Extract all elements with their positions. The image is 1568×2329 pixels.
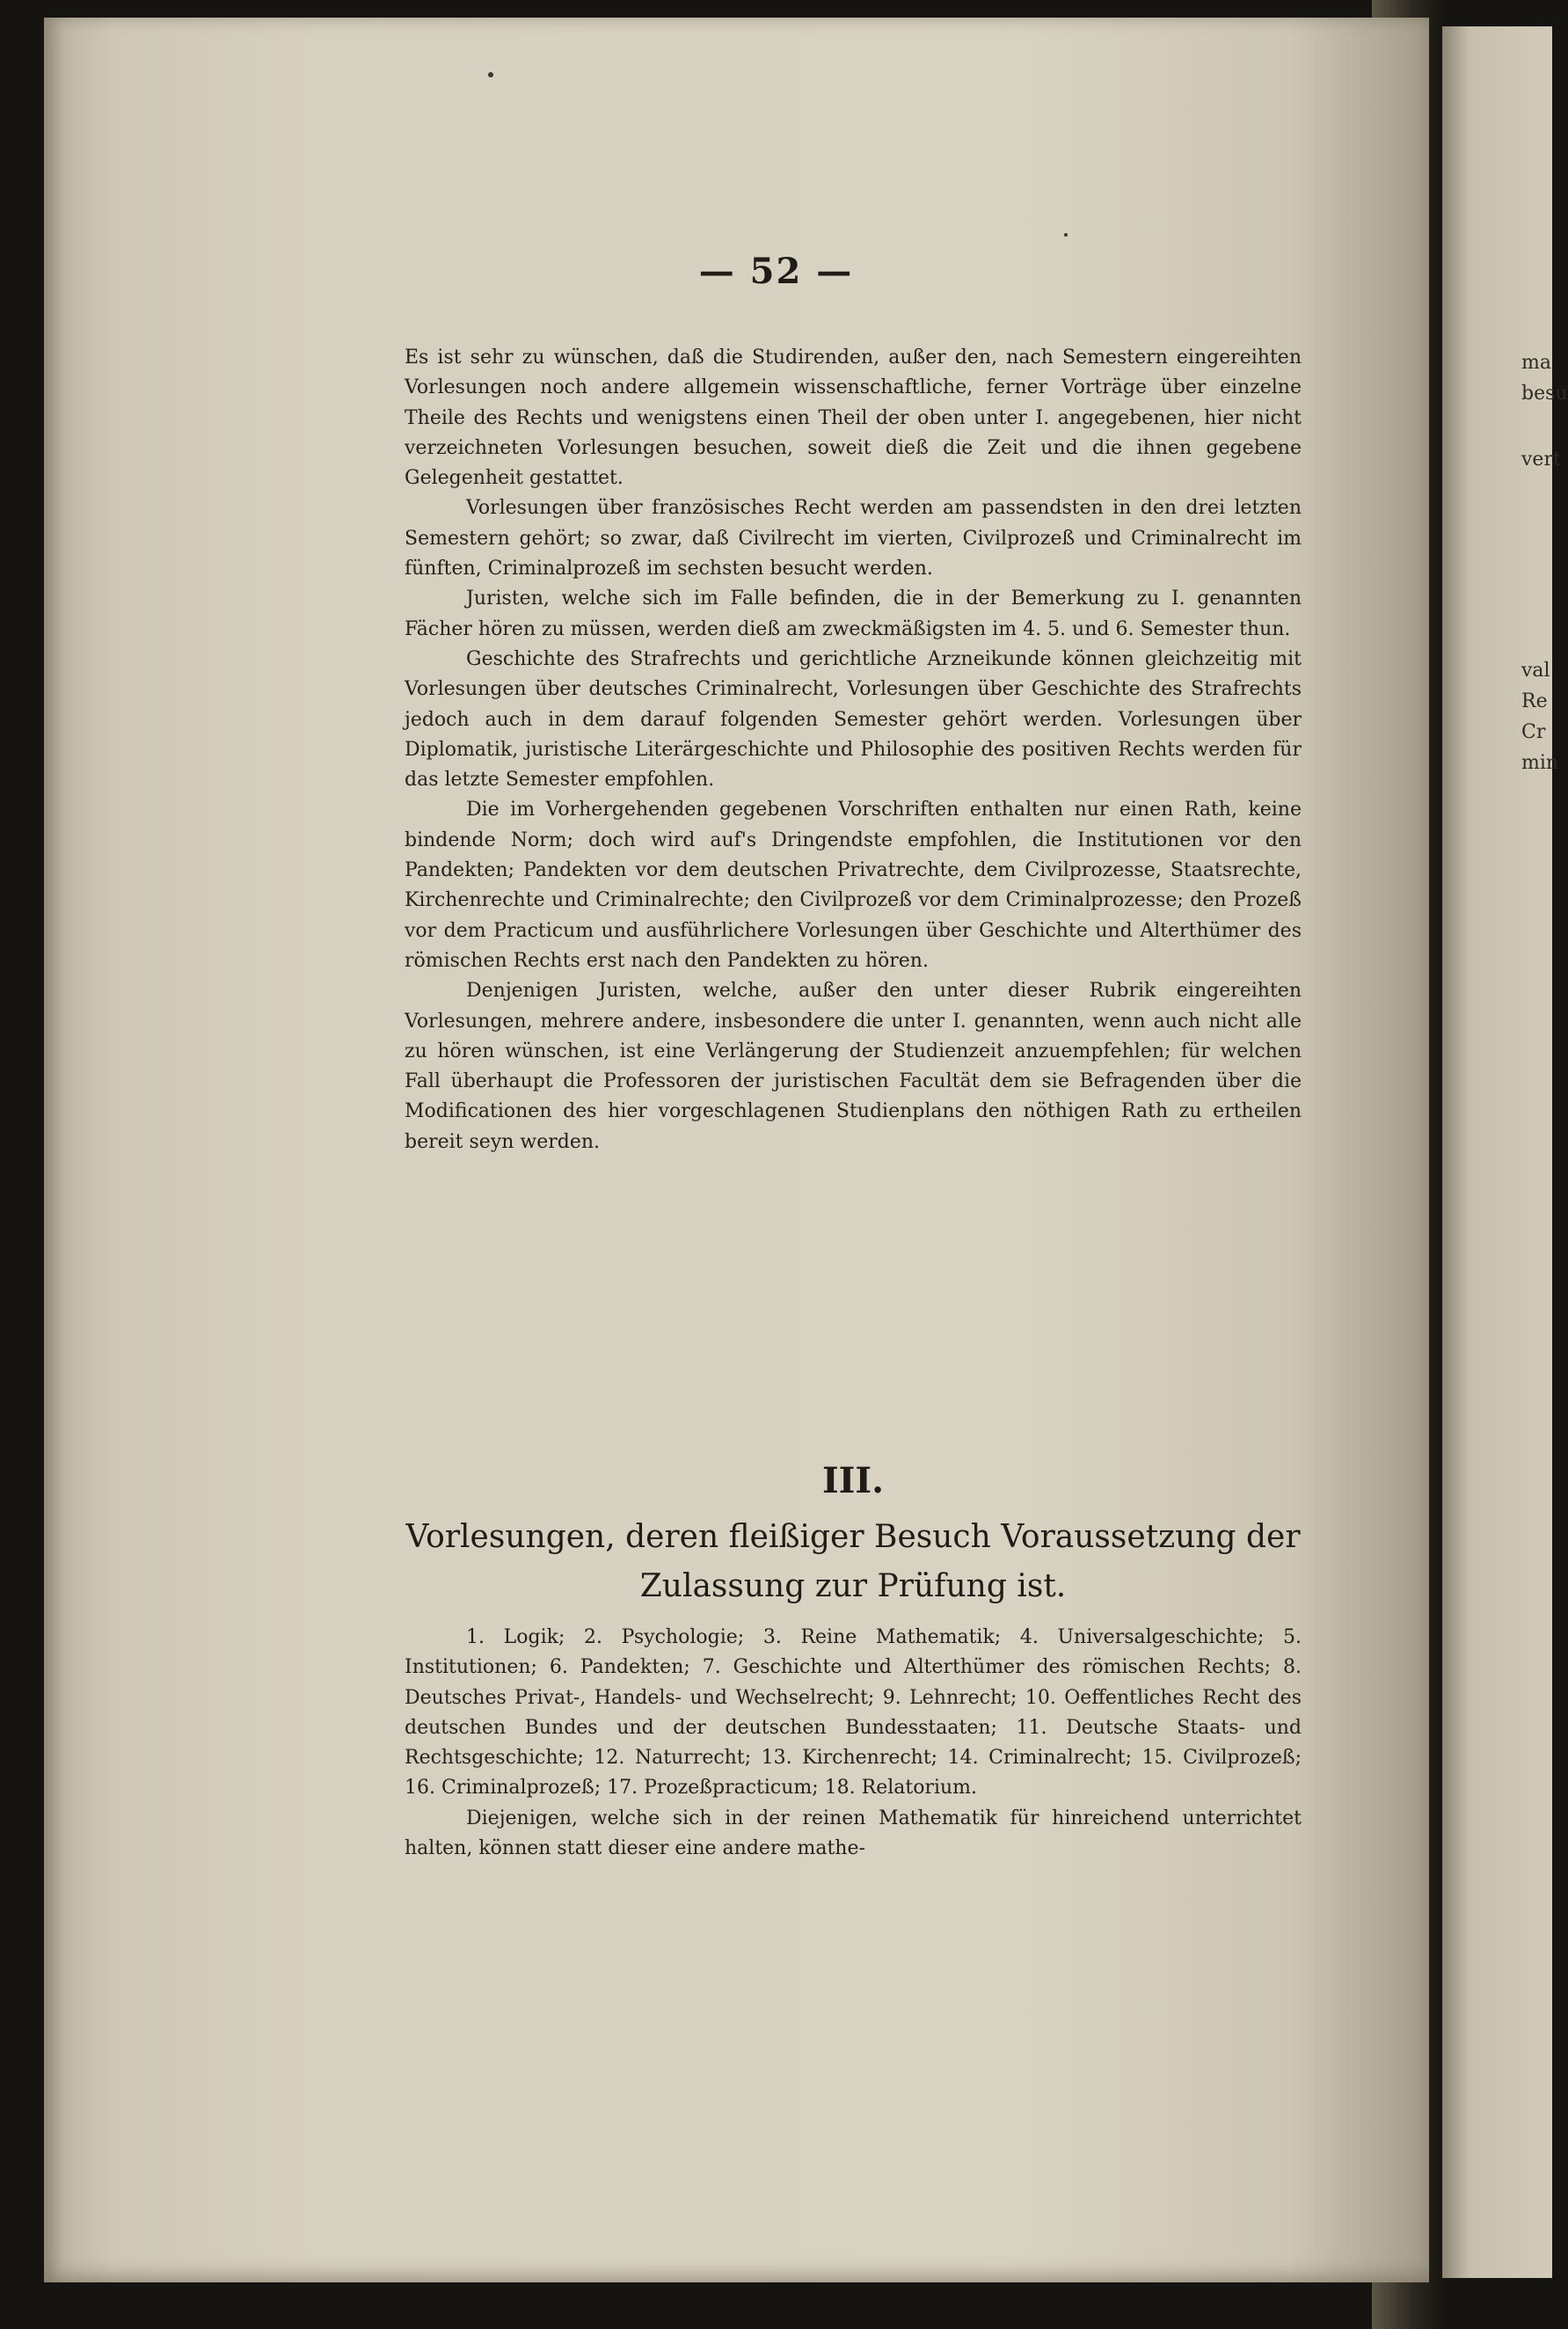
right-page-text-fragment: min — [1521, 752, 1559, 774]
body-text — [405, 343, 1302, 1157]
list-paragraph: Diejenigen, welche sich in der reinen Mathematik für hinreichend unterrichtet halten, können statt dieser eine andere mathe- — [405, 1807, 1302, 1860]
page-number: — 52 — — [698, 251, 854, 292]
course-list — [405, 1623, 1302, 1864]
section-number: III. — [821, 1460, 885, 1501]
list-paragraph: 1. Logik; 2. Psychologie; 3. Reine Mathematik; 4. Universalgeschichte; 5. Institutionen; 6. Pandekten; 7. Geschichte und Alterthümer des römischen Rechts; 8. Deutsches Privat-, Handels- und Wechselrecht; 9. Lehnrecht; 10. Oeffentliches Recht des deutschen Bundes und der deutschen Bundesstaaten; 11. Deutsche Staats- und Rechtsgeschichte; 12. Naturrecht; 13. Kirchenrecht; 14. Criminalrecht; 15. Civilprozeß; 16. Criminalprozeß; 17. Prozeßpracticum; 18. Relatorium. — [405, 1626, 1302, 1800]
paragraph: Juristen, welche sich im Falle befinden, die in der Bemerkung zu I. genannten Fächer hören zu müssen, werden dieß am zweckmäßigsten im 4. 5. und 6. Semester thun. — [405, 588, 1302, 640]
paper-speck — [1064, 233, 1068, 237]
right-page-text-fragment: vert — [1521, 449, 1561, 471]
section-title: Vorlesungen, deren fleißiger Besuch Voraussetzung der Zulassung zur Prüfung ist. — [405, 1519, 1301, 1604]
right-page-text-fragment: besu — [1521, 383, 1568, 405]
right-book-page-edge — [1442, 26, 1568, 2278]
paragraph: Vorlesungen über französisches Recht werden am passendsten in den drei letzten Semestern gehört; so zwar, daß Civilrecht im vierten, Civilprozeß und Criminalrecht im fünften, Criminalprozeß im sechsten besucht werden. — [405, 497, 1302, 580]
paper-speck — [488, 72, 493, 77]
right-page-text-fragment: Re — [1521, 690, 1548, 712]
paragraph: Geschichte des Strafrechts und gerichtliche Arzneikunde können gleichzeitig mit Vorlesungen über deutsches Criminalrecht, Vorlesungen über Geschichte des Strafrechts jedoch auch in dem darauf folgenden Semester gehört werden. Vorlesungen über Diplomatik, juristische Literärgeschichte und Philosophie des positiven Rechts werden für das letzte Semester empfohlen. — [405, 647, 1302, 792]
right-page-text-fragment: Cr — [1521, 721, 1546, 743]
paragraph: Denjenigen Juristen, welche, außer den unter dieser Rubrik eingereihten Vorlesungen, mehrere andere, insbesondere die unter I. genannten, wenn auch nicht alle zu hören wünschen, ist eine Verlängerung der Studienzeit anzuempfehlen; für welchen Fall überhaupt die Professoren der juristischen Facultät dem sie Befragenden über die Modificationen des hier vorgeschlagenen Studienplans den nöthigen Rath zu ertheilen bereit seyn werden. — [405, 980, 1302, 1153]
paragraph: Die im Vorhergehenden gegebenen Vorschriften enthalten nur einen Rath, keine bindende Norm; doch wird auf's Dringendste empfohlen, die Institutionen vor den Pandekten; Pandekten vor dem deutschen Privatrechte, dem Civilprozesse, Staatsrechte, Kirchenrechte und Criminalrechte; den Civilprozeß vor dem Criminalprozesse; den Prozeß vor dem Practicum und ausführlichere Vorlesungen über Geschichte und Alterthümer des römischen Rechts erst nach den Pandekten zu hören. — [405, 799, 1302, 972]
right-page-text-fragment: val — [1521, 660, 1550, 682]
right-page-text-fragment: ma — [1521, 352, 1551, 374]
paragraph: Es ist sehr zu wünschen, daß die Studirenden, außer den, nach Semestern eingereihten Vorlesungen noch andere allgemein wissenschaftliche, ferner Vorträge über einzelne Theile des Rechts und wenigstens einen Theil der oben unter I. angegebenen, hier nicht verzeichneten Vorlesungen besuchen, soweit dieß die Zeit und die ihnen gegebene Gelegenheit gestattet. — [405, 347, 1302, 490]
